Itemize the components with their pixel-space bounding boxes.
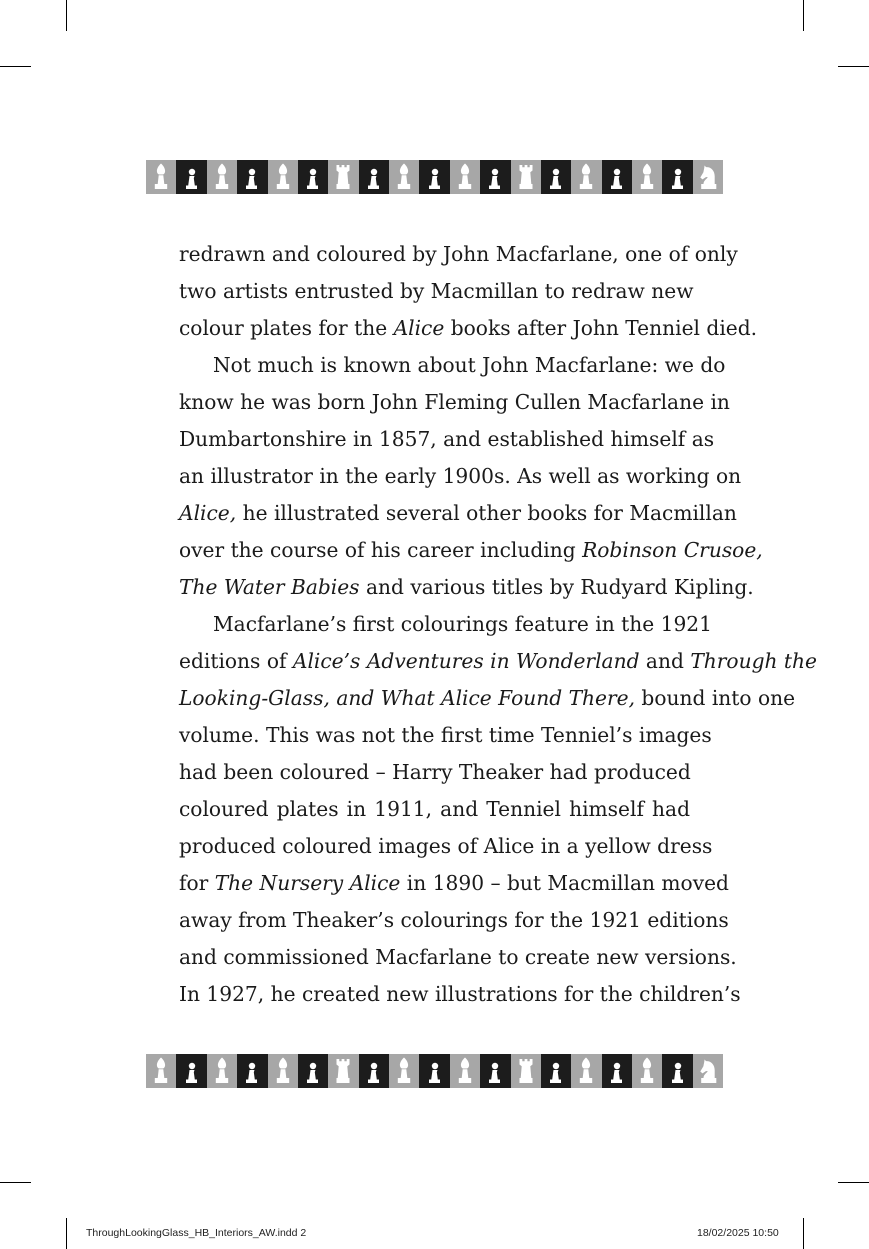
chess-square [662, 160, 692, 194]
chess-square [450, 1054, 480, 1088]
chess-square [328, 160, 358, 194]
pawn-icon [488, 166, 502, 192]
pawn-icon [488, 1060, 502, 1086]
chess-square [541, 1054, 571, 1088]
chess-square [146, 160, 176, 194]
crop-mark-left-top [0, 66, 31, 67]
body-text [179, 236, 817, 1013]
bishop-icon [578, 1056, 594, 1086]
pawn-icon [367, 1060, 381, 1086]
chess-square [632, 1054, 662, 1088]
pawn-icon [245, 1060, 259, 1086]
italic-title: Alice, [179, 501, 237, 525]
text-line [179, 754, 690, 791]
rook-icon [334, 162, 352, 192]
text-run: bound into one [635, 686, 796, 710]
text-line [179, 347, 726, 384]
text-run: and various titles by Rudyard Kipling. [359, 575, 754, 599]
chess-square [389, 1054, 419, 1088]
knight-icon [698, 162, 718, 192]
bishop-icon [639, 1056, 655, 1086]
chess-square [571, 1054, 601, 1088]
crop-mark-left-bottom [0, 1182, 31, 1183]
text-run: over the course of his career including [179, 538, 583, 562]
chess-square [571, 160, 601, 194]
chess-square [419, 1054, 449, 1088]
pawn-icon [549, 166, 563, 192]
text-run: books after John Tenniel died. [444, 316, 758, 340]
text-run: redrawn and coloured by John Macfarlane, one of only [179, 242, 738, 266]
chess-square [511, 1054, 541, 1088]
bishop-icon [578, 162, 594, 192]
pawn-icon [367, 166, 381, 192]
text-line [179, 236, 738, 273]
bishop-icon [396, 162, 412, 192]
bishop-icon [275, 162, 291, 192]
pawn-icon [185, 1060, 199, 1086]
bishop-icon [153, 1056, 169, 1086]
text-run: volume. This was not the first time Tenniel’s images [179, 723, 712, 747]
italic-title: The Water Babies [179, 575, 360, 599]
chess-square [298, 160, 328, 194]
italic-title: Through the [690, 649, 817, 673]
chess-square [268, 1054, 298, 1088]
chess-square [237, 160, 267, 194]
chess-square [207, 1054, 237, 1088]
chess-square [389, 160, 419, 194]
bishop-icon [214, 1056, 230, 1086]
text-run: In 1927, he created new illustrations for the children’s [179, 982, 741, 1006]
chess-square [602, 160, 632, 194]
bishop-icon [457, 162, 473, 192]
chess-square [693, 160, 723, 194]
text-line [179, 828, 713, 865]
pawn-icon [671, 166, 685, 192]
chess-square [480, 1054, 510, 1088]
text-line [179, 421, 715, 458]
rook-icon [517, 1056, 535, 1086]
pawn-icon [610, 166, 624, 192]
italic-title: Alice [393, 316, 445, 340]
chess-band-top [146, 160, 723, 194]
text-run: and [639, 649, 691, 673]
text-line [179, 902, 729, 939]
pawn-icon [306, 1060, 320, 1086]
chess-square [602, 1054, 632, 1088]
chess-square [662, 1054, 692, 1088]
bishop-icon [457, 1056, 473, 1086]
text-line [179, 384, 730, 421]
text-line [179, 606, 712, 643]
chess-square [359, 160, 389, 194]
pawn-icon [428, 1060, 442, 1086]
text-line [179, 643, 817, 680]
text-line [179, 717, 712, 754]
text-run: in 1890 – but Macmillan moved [400, 871, 729, 895]
chess-square [632, 160, 662, 194]
paragraph [179, 236, 758, 347]
text-line [179, 532, 763, 569]
text-line [179, 310, 758, 347]
text-line [179, 791, 690, 828]
text-run: two artists entrusted by Macmillan to redraw new [179, 279, 694, 303]
text-run: had been coloured – Harry Theaker had produced [179, 760, 691, 784]
chess-square [176, 160, 206, 194]
chess-square [541, 160, 571, 194]
rook-icon [517, 162, 535, 192]
bishop-icon [275, 1056, 291, 1086]
chess-square [511, 160, 541, 194]
crop-mark-right-bottom [838, 1182, 869, 1183]
chess-square [359, 1054, 389, 1088]
text-run: know he was born John Fleming Cullen Macfarlane in [179, 390, 730, 414]
bishop-icon [396, 1056, 412, 1086]
chess-square [328, 1054, 358, 1088]
pawn-icon [549, 1060, 563, 1086]
text-run: and commissioned Macfarlane to create new versions. [179, 945, 737, 969]
crop-mark-top-right [803, 0, 804, 31]
italic-title: The Nursery Alice [214, 871, 401, 895]
text-line [179, 273, 694, 310]
pawn-icon [428, 166, 442, 192]
text-line [179, 865, 729, 902]
pawn-icon [610, 1060, 624, 1086]
chess-square [298, 1054, 328, 1088]
chess-square [207, 160, 237, 194]
chess-square [176, 1054, 206, 1088]
pawn-icon [245, 166, 259, 192]
chess-square [268, 160, 298, 194]
italic-title: Alice’s Adventures in Wonderland [292, 649, 640, 673]
chess-square [480, 160, 510, 194]
text-run: away from Theaker’s colourings for the 1921 editions [179, 908, 729, 932]
crop-mark-bottom-right [803, 1218, 804, 1249]
text-line [179, 458, 742, 495]
text-run: Dumbartonshire in 1857, and established himself as [179, 427, 715, 451]
knight-icon [698, 1056, 718, 1086]
text-line [179, 495, 737, 532]
text-run: editions of [179, 649, 293, 673]
chess-square [450, 160, 480, 194]
pawn-icon [671, 1060, 685, 1086]
crop-mark-bottom-left [66, 1218, 67, 1249]
paragraph [179, 347, 763, 606]
rook-icon [334, 1056, 352, 1086]
text-run: coloured plates in 1911, and Tenniel himself had [179, 797, 690, 821]
chess-square [146, 1054, 176, 1088]
paragraph [179, 606, 817, 1013]
chess-band-bottom [146, 1054, 723, 1088]
chess-square [693, 1054, 723, 1088]
text-line [179, 939, 737, 976]
italic-title: Robinson Crusoe, [582, 538, 763, 562]
text-line [179, 569, 754, 606]
text-run: produced coloured images of Alice in a yellow dress [179, 834, 713, 858]
pawn-icon [306, 166, 320, 192]
text-line [179, 680, 796, 717]
crop-mark-right-top [838, 66, 869, 67]
bishop-icon [639, 162, 655, 192]
text-run: colour plates for the [179, 316, 394, 340]
text-run: for [179, 871, 215, 895]
text-run: an illustrator in the early 1900s. As well as working on [179, 464, 742, 488]
text-run: Macfarlane’s first colourings feature in the 1921 [213, 612, 712, 636]
bishop-icon [214, 162, 230, 192]
text-run: he illustrated several other books for Macmillan [236, 501, 737, 525]
text-line [179, 976, 741, 1013]
slug-datetime: 18/02/2025 10:50 [697, 1227, 779, 1239]
bishop-icon [153, 162, 169, 192]
chess-square [237, 1054, 267, 1088]
crop-mark-top-left [66, 0, 67, 31]
text-run: Not much is known about John Macfarlane: we do [213, 353, 726, 377]
italic-title: Looking-Glass, and What Alice Found There, [179, 686, 636, 710]
slug-filename: ThroughLookingGlass_HB_Interiors_AW.indd 2 [86, 1227, 307, 1239]
pawn-icon [185, 166, 199, 192]
chess-square [419, 160, 449, 194]
